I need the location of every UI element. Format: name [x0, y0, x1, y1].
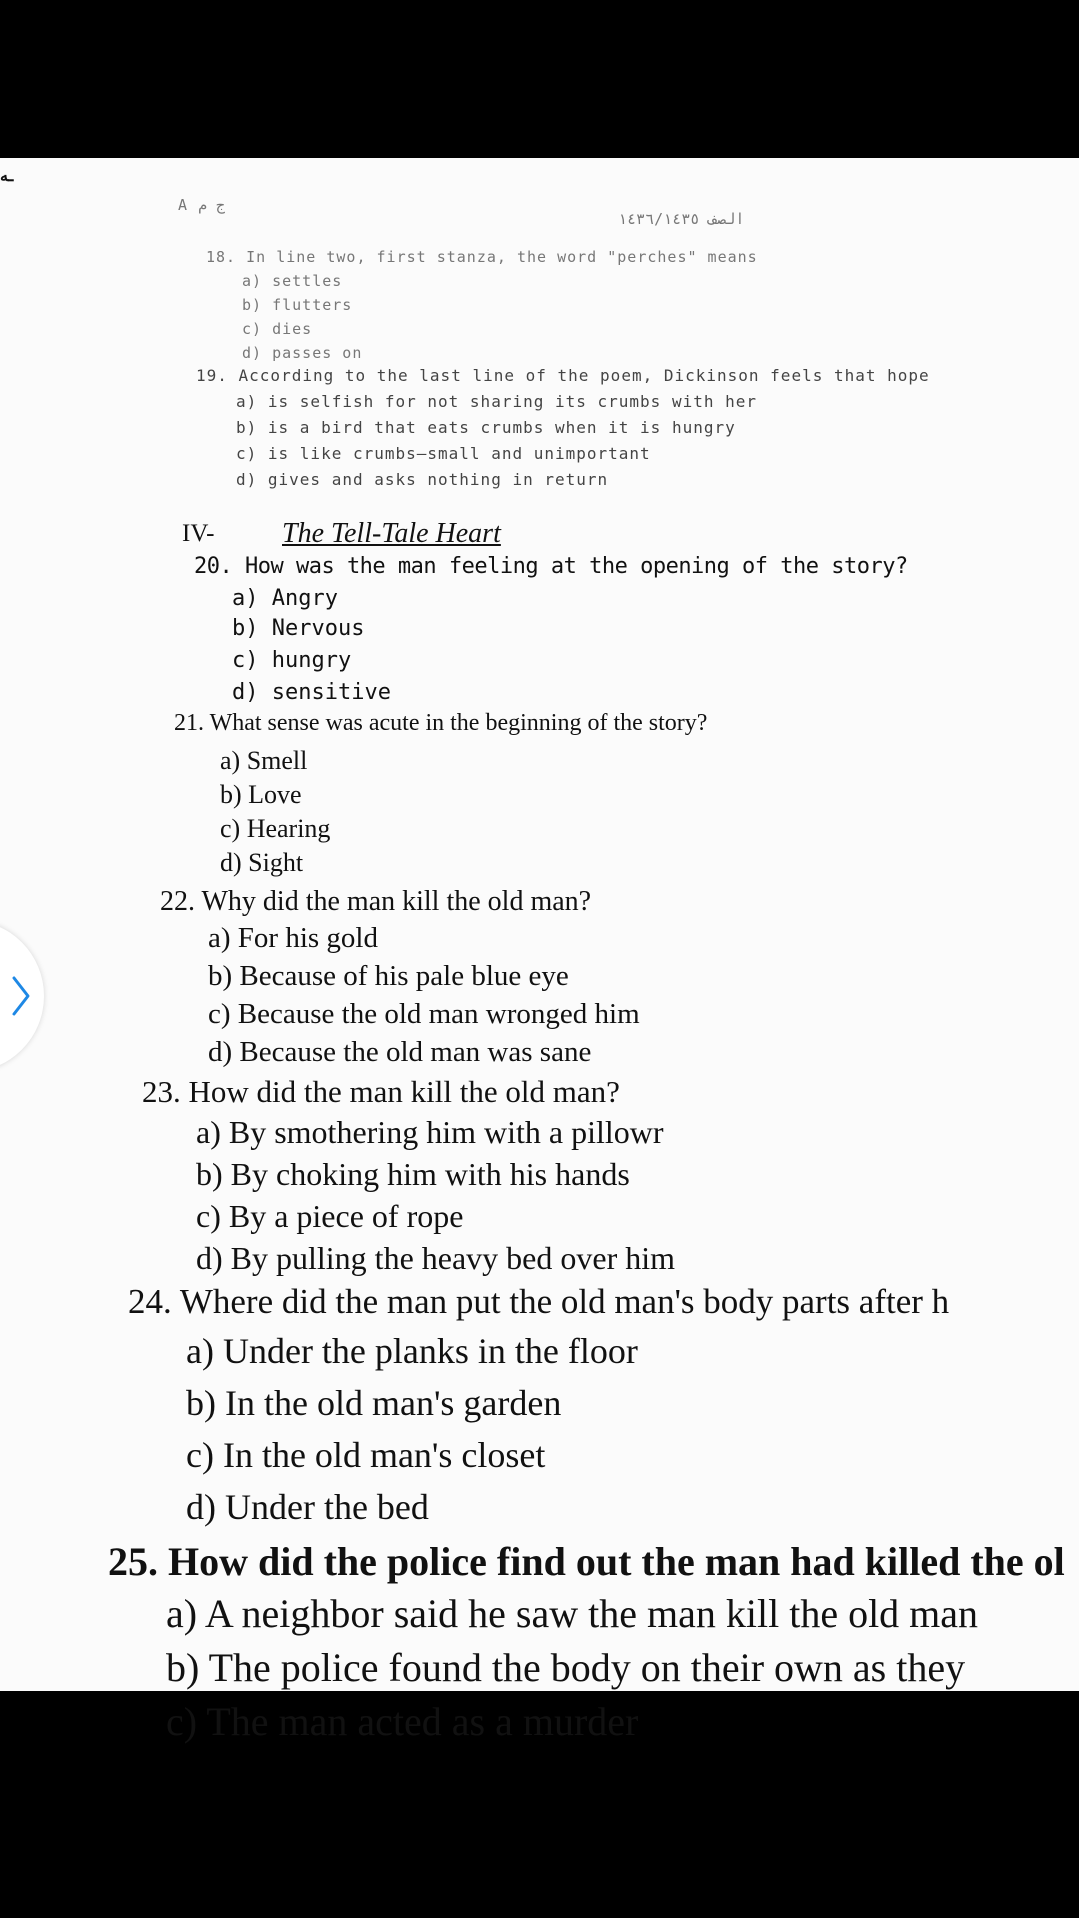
- option-20d: d) sensitive: [232, 680, 391, 705]
- option-23a: a) By smothering him with a pillowr: [196, 1114, 664, 1150]
- option-20a: a) Angry: [232, 586, 338, 611]
- option-23c: c) By a piece of rope: [196, 1198, 464, 1234]
- question-22: 22. Why did the man kill the old man?: [160, 886, 592, 917]
- option-20c: c) hungry: [232, 648, 352, 673]
- chevron-right-icon: [10, 972, 34, 1020]
- section-title: The Tell-Tale Heart: [282, 518, 501, 549]
- option-18c: c) dies: [242, 320, 313, 338]
- option-18b: b) flutters: [242, 296, 353, 314]
- date-line: الصف ١٤٣٦/١٤٣٥: [618, 210, 745, 228]
- option-19c: c) is like crumbs—small and unimportant: [236, 444, 651, 463]
- option-24c: c) In the old man's closet: [186, 1435, 546, 1475]
- question-20: 20. How was the man feeling at the opening of the story?: [194, 554, 908, 579]
- option-23b: b) By choking him with his hands: [196, 1156, 630, 1192]
- option-24a: a) Under the planks in the floor: [186, 1331, 638, 1371]
- question-24: 24. Where did the man put the old man's body parts after h: [128, 1282, 950, 1321]
- question-23: 23. How did the man kill the old man?: [142, 1074, 620, 1109]
- option-25c: c) The man acted as a murder: [166, 1699, 639, 1744]
- option-21a: a) Smell: [220, 746, 308, 775]
- question-25: 25. How did the police find out the man had killed the ol: [108, 1539, 1065, 1584]
- option-18a: a) settles: [242, 272, 343, 290]
- option-25a: a) A neighbor said he saw the man kill the old man: [166, 1591, 979, 1636]
- option-19d: d) gives and asks nothing in return: [236, 470, 609, 489]
- option-21c: c) Hearing: [220, 814, 331, 843]
- option-23d: d) By pulling the heavy bed over him: [196, 1240, 676, 1276]
- question-21: 21. What sense was acute in the beginning of the story?: [174, 710, 708, 736]
- question-19: 19. According to the last line of the poem, Dickinson feels that hope: [196, 366, 930, 385]
- option-21b: b) Love: [220, 780, 302, 809]
- option-19b: b) is a bird that eats crumbs when it is hungry: [236, 418, 736, 437]
- option-19a: a) is selfish for not sharing its crumbs with her: [236, 392, 758, 411]
- option-18d: d) passes on: [242, 344, 363, 362]
- option-25b: b) The police found the body on their own as they: [166, 1645, 966, 1690]
- option-20b: b) Nervous: [232, 616, 365, 641]
- document-page: [0, 158, 1079, 1744]
- option-24b: b) In the old man's garden: [186, 1383, 562, 1423]
- option-22c: c) Because the old man wronged him: [208, 998, 640, 1030]
- option-22b: b) Because of his pale blue eye: [208, 960, 569, 992]
- option-22a: a) For his gold: [208, 922, 378, 954]
- section-number: IV-: [182, 520, 215, 547]
- option-22d: d) Because the old man was sane: [208, 1036, 592, 1068]
- question-18: 18. In line two, first stanza, the word "perches" means: [206, 248, 758, 266]
- top-left-mark: ـه: [0, 166, 14, 185]
- option-24d: d) Under the bed: [186, 1487, 429, 1527]
- option-21d: d) Sight: [220, 848, 304, 877]
- page-tag: A ج م: [178, 196, 226, 214]
